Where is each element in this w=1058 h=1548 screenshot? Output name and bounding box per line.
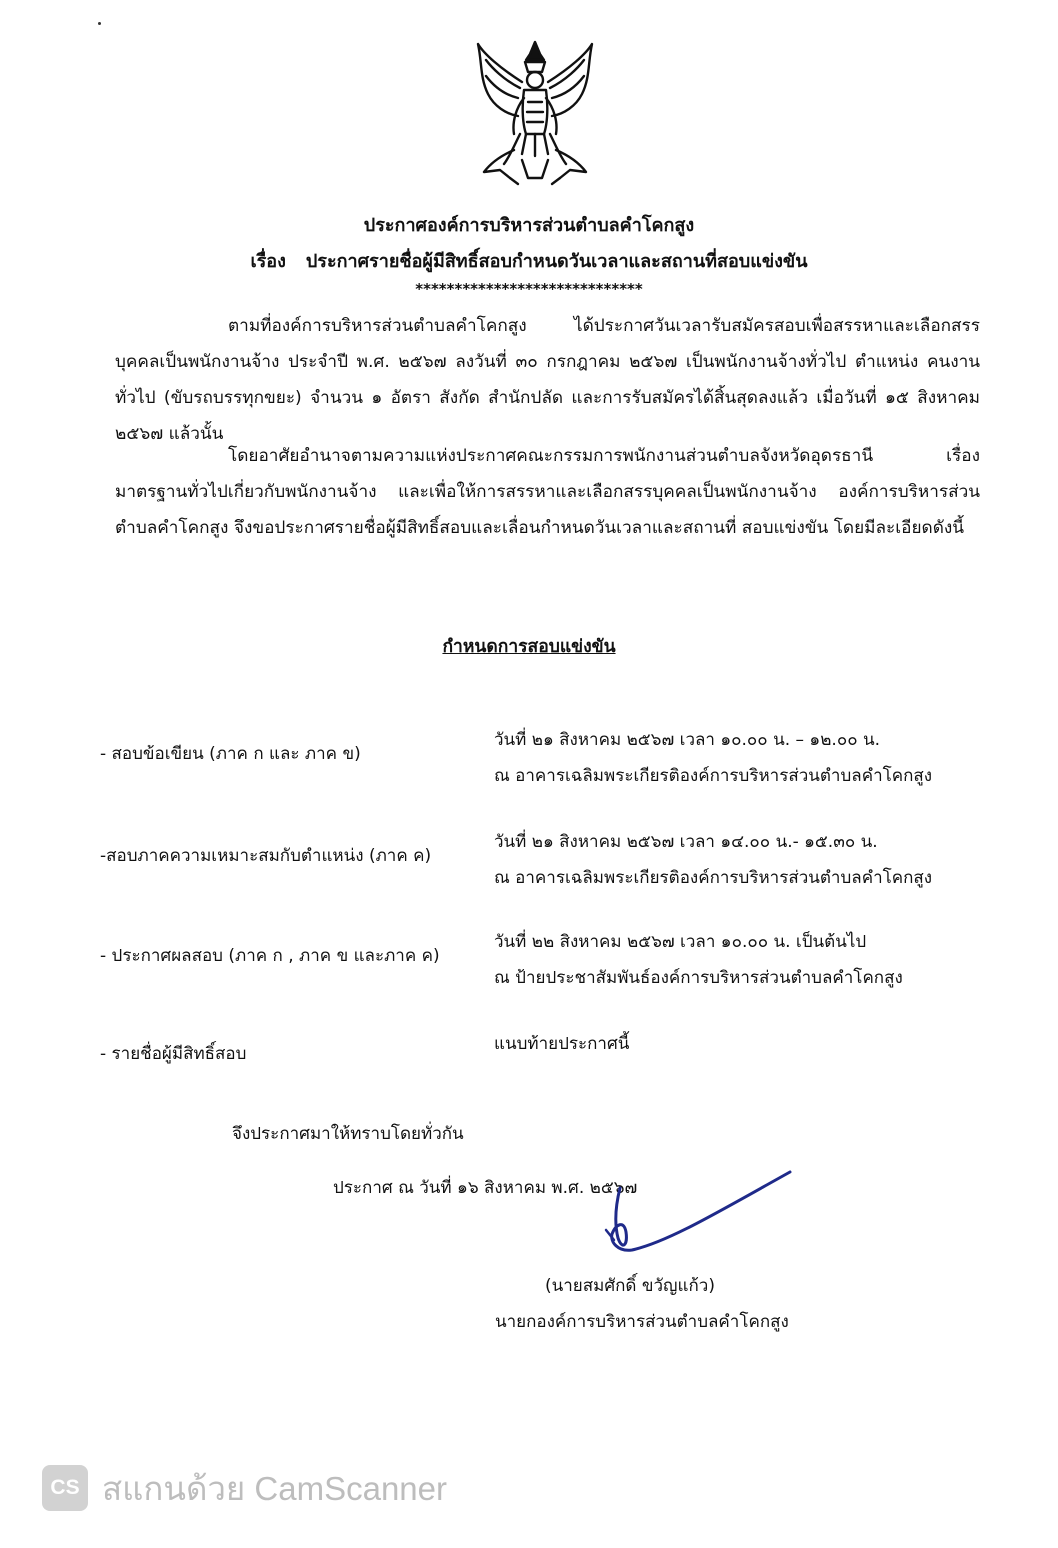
handwritten-signature [598, 1160, 803, 1260]
announcement-title: ประกาศองค์การบริหารส่วนตำบลคำโคกสูง [363, 215, 695, 236]
body-paragraph-2: โดยอาศัยอำนาจตามความแห่งประกาศคณะกรรมการพนักงานส่วนตำบลจังหวัดอุดรธานี เรื่อง มาตรฐานทั่วไปเกี่ยวกับพนักงานจ้าง และเพื่อให้การสรรหาและเลือกสรรบุคคลเป็นพนักงานจ้าง องค์การบริหารส่วนตำบลคำโคกสูง จึงขอประกาศรายชื่อผู้มีสิทธิ์สอบและเลื่อนกำหนดวันเวลาและสถานที่ สอบแข่งขัน โดยมีละเอียดดังนี้ [115, 446, 980, 538]
schedule-item-datetime: วันที่ ๒๑ สิงหาคม ๒๕๖๗ เวลา ๑๐.๐๐ น. – ๑๒.๐๐ น. [494, 730, 881, 750]
body-paragraph-1: ตามที่องค์การบริหารส่วนตำบลคำโคกสูง ได้ประกาศวันเวลารับสมัครสอบเพื่อสรรหาและเลือกสรรบุคคลเป็นพนักงานจ้าง ประจำปี พ.ศ. ๒๕๖๗ ลงวันที่ ๓๐ กรกฎาคม ๒๕๖๗ เป็นพนักงานจ้างทั่วไป ตำแหน่ง คนงานทั่วไป (ขับรถบรรทุกขยะ) จำนวน ๑ อัตรา สังกัด สำนักปลัด และการรับสมัครได้สิ้นสุดลงแล้ว เมื่อวันที่ ๑๕ สิงหาคม ๒๕๖๗ แล้วนั้น [115, 316, 980, 444]
schedule-item-venue: ณ ป้ายประชาสัมพันธ์องค์การบริหารส่วนตำบลคำโคกสูง [494, 968, 903, 988]
camscanner-logo-icon: CS [42, 1465, 88, 1511]
announcement-subject [0, 246, 1058, 275]
schedule-item-datetime: วันที่ ๒๑ สิงหาคม ๒๕๖๗ เวลา ๑๔.๐๐ น.- ๑๕.๓๐ น. [494, 832, 878, 852]
schedule-item-venue: ณ อาคารเฉลิมพระเกียรติองค์การบริหารส่วนตำบลคำโคกสูง [494, 766, 933, 786]
camscanner-watermark [42, 1465, 447, 1511]
separator-line: ***************************** [415, 280, 643, 298]
subject-text: ประกาศรายชื่อผู้มีสิทธิ์สอบกำหนดวันเวลาและสถานที่สอบแข่งขัน [305, 251, 808, 272]
schedule-item-venue: ณ อาคารเฉลิมพระเกียรติองค์การบริหารส่วนตำบลคำโคกสูง [494, 868, 933, 888]
subject-label: เรื่อง [250, 251, 286, 272]
schedule-item-label: - รายชื่อผู้มีสิทธิ์สอบ [100, 1044, 247, 1064]
signer-position: นายกองค์การบริหารส่วนตำบลคำโคกสูง [495, 1312, 789, 1332]
schedule-item-label: - ประกาศผลสอบ (ภาค ก , ภาค ข และภาค ค) [100, 946, 440, 966]
scan-speck [98, 22, 101, 25]
signer-name: (นายสมศักดิ์ ขวัญแก้ว) [545, 1276, 715, 1296]
schedule-heading: กำหนดการสอบแข่งขัน [442, 637, 616, 657]
schedule-item-label: - สอบข้อเขียน (ภาค ก และ ภาค ข) [100, 744, 361, 764]
schedule-item-datetime: วันที่ ๒๒ สิงหาคม ๒๕๖๗ เวลา ๑๐.๐๐ น. เป็นต้นไป [494, 932, 867, 952]
garuda-emblem-icon [470, 38, 600, 186]
schedule-item-note: แนบท้ายประกาศนี้ [494, 1034, 630, 1054]
announcement-date: ประกาศ ณ วันที่ ๑๖ สิงหาคม พ.ศ. ๒๕๖๗ [333, 1178, 638, 1198]
schedule-item-label: -สอบภาคความเหมาะสมกับตำแหน่ง (ภาค ค) [100, 846, 432, 866]
closing-statement: จึงประกาศมาให้ทราบโดยทั่วกัน [232, 1124, 464, 1144]
watermark-text: สแกนด้วย CamScanner [102, 1469, 448, 1507]
